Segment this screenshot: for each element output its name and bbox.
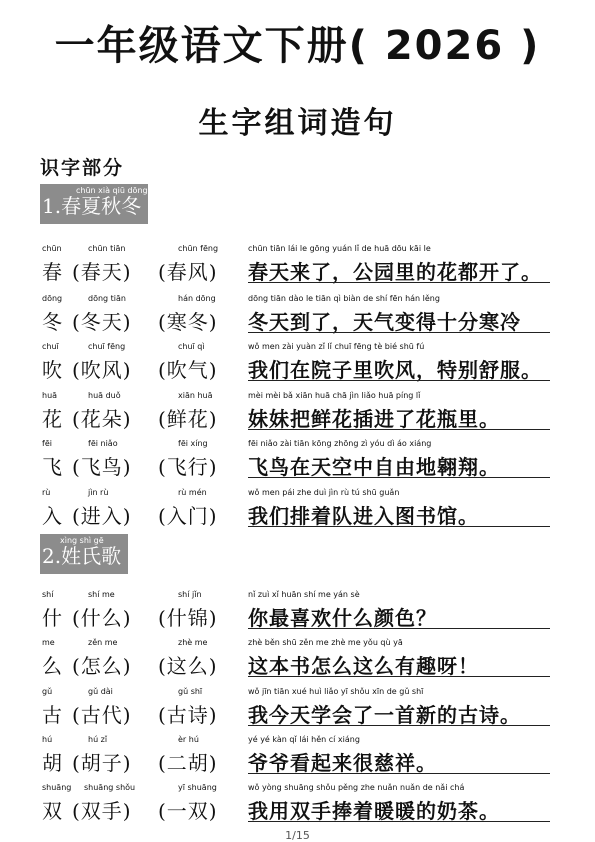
word1-pinyin: zěn me — [88, 638, 118, 647]
word1-pinyin: chuī fēng — [88, 342, 126, 351]
sentence: 春天来了，公园里的花都开了。 — [248, 260, 542, 284]
word2-pinyin: rù mén — [178, 488, 207, 497]
word1: (怎么) — [72, 654, 132, 678]
word1: (古代) — [72, 703, 132, 727]
vocab-row — [0, 590, 595, 636]
word2: (这么) — [158, 654, 218, 678]
section-label: 1.春夏秋冬 — [42, 194, 142, 218]
word1: (双手) — [72, 799, 132, 823]
sentence-pinyin: mèi mèi bǎ xiān huā chā jìn liǎo huā píng lǐ — [248, 391, 421, 400]
word1: (什么) — [72, 606, 132, 630]
word2: (二胡) — [158, 751, 218, 775]
vocab-row — [0, 687, 595, 733]
char: 飞 — [42, 455, 63, 479]
underline — [248, 332, 550, 333]
char-pinyin: huā — [42, 391, 58, 400]
char: 冬 — [42, 310, 63, 334]
section-header — [40, 184, 148, 224]
word2-pinyin: shí jǐn — [178, 590, 202, 599]
sentence: 我用双手捧着暖暖的奶茶。 — [248, 799, 500, 823]
char: 花 — [42, 407, 63, 431]
word2-pinyin: zhè me — [178, 638, 208, 647]
vocab-row — [0, 638, 595, 684]
char-pinyin: rù — [42, 488, 51, 497]
sentence: 妹妹把鲜花插进了花瓶里。 — [248, 407, 500, 431]
char-pinyin: dōng — [42, 294, 63, 303]
underline — [248, 821, 550, 822]
sentence-pinyin: wǒ jīn tiān xué huì liǎo yī shǒu xīn de gǔ shī — [248, 687, 424, 696]
word2-pinyin: fēi xíng — [178, 439, 208, 448]
word1-pinyin: dōng tiān — [88, 294, 126, 303]
char: 双 — [42, 799, 63, 823]
sentence-pinyin: dōng tiān dào le tiān qì biàn de shí fēn hán lěng — [248, 294, 440, 303]
word2: (什锦) — [158, 606, 218, 630]
vocab-row — [0, 783, 595, 829]
word2-pinyin: chūn fēng — [178, 244, 219, 253]
word1-pinyin: jìn rù — [88, 488, 109, 497]
word1: (进入) — [72, 504, 132, 528]
sentence-pinyin: fēi niǎo zài tiān kōng zhōng zì yóu dì áo xiáng — [248, 439, 432, 448]
sentence-pinyin: nǐ zuì xǐ huān shí me yán sè — [248, 590, 360, 599]
sentence-pinyin: zhè běn shū zěn me zhè me yǒu qù yā — [248, 638, 403, 647]
char-pinyin: shuāng — [42, 783, 72, 792]
char: 么 — [42, 654, 63, 678]
vocab-row — [0, 342, 595, 388]
word2: (鲜花) — [158, 407, 218, 431]
vocab-row — [0, 294, 595, 340]
sentence: 我今天学会了一首新的古诗。 — [248, 703, 521, 727]
sentence: 我们排着队进入图书馆。 — [248, 504, 479, 528]
char: 古 — [42, 703, 63, 727]
underline — [248, 725, 550, 726]
section-pinyin: xìng shì gē — [60, 536, 104, 545]
section-pinyin: chūn xià qiū dōng — [76, 186, 148, 195]
sentence-pinyin: wǒ men pái zhe duì jìn rù tú shū guǎn — [248, 488, 400, 497]
word1: (吹风) — [72, 358, 132, 382]
part-label: 识字部分 — [40, 157, 125, 179]
word2-pinyin: xiān huā — [178, 391, 213, 400]
sentence: 你最喜欢什么颜色？ — [248, 606, 437, 630]
word1: (胡子) — [72, 751, 132, 775]
word1-pinyin: fēi niǎo — [88, 439, 118, 448]
word1-pinyin: chūn tiān — [88, 244, 126, 253]
sentence-pinyin: yé yé kàn qǐ lái hěn cí xiáng — [248, 735, 360, 744]
underline — [248, 477, 550, 478]
vocab-row — [0, 735, 595, 781]
word2-pinyin: èr hú — [178, 735, 199, 744]
char: 吹 — [42, 358, 63, 382]
word2: (飞行) — [158, 455, 218, 479]
document-subtitle: 生字组词造句 — [198, 106, 397, 141]
word2-pinyin: hán dōng — [178, 294, 216, 303]
underline — [248, 282, 550, 283]
word1-pinyin: hú zǐ — [88, 735, 108, 744]
word1-pinyin: huā duǒ — [88, 391, 121, 400]
document-title: 一年级语文下册( 2026 ) — [54, 23, 541, 69]
word1: (冬天) — [72, 310, 132, 334]
char-pinyin: hú — [42, 735, 53, 744]
page-number: 1/15 — [285, 829, 310, 842]
vocab-row — [0, 391, 595, 437]
char: 春 — [42, 260, 63, 284]
word1-pinyin: shí me — [88, 590, 115, 599]
underline — [248, 676, 550, 677]
section-label: 2.姓氏歌 — [42, 544, 122, 568]
underline — [248, 429, 550, 430]
word1: (飞鸟) — [72, 455, 132, 479]
underline — [248, 628, 550, 629]
char: 胡 — [42, 751, 63, 775]
sentence: 这本书怎么这么有趣呀！ — [248, 654, 479, 678]
word1-pinyin: gǔ dài — [88, 687, 113, 696]
sentence: 冬天到了，天气变得十分寒冷 — [248, 310, 521, 334]
char: 入 — [42, 504, 63, 528]
char-pinyin: chūn — [42, 244, 62, 253]
word2: (入门) — [158, 504, 218, 528]
word2-pinyin: gǔ shī — [178, 687, 203, 696]
vocab-row — [0, 244, 595, 290]
underline — [248, 380, 550, 381]
char-pinyin: chuī — [42, 342, 59, 351]
sentence: 飞鸟在天空中自由地翱翔。 — [248, 455, 500, 479]
vocab-row — [0, 488, 595, 534]
word2: (春风) — [158, 260, 218, 284]
word1-pinyin: shuāng shǒu — [84, 783, 136, 792]
char-pinyin: fēi — [42, 439, 52, 448]
word2-pinyin: chuī qì — [178, 342, 205, 351]
word2: (一双) — [158, 799, 218, 823]
word2: (寒冬) — [158, 310, 218, 334]
vocab-row — [0, 439, 595, 485]
word1: (春天) — [72, 260, 132, 284]
word2-pinyin: yī shuāng — [178, 783, 217, 792]
section-header — [40, 534, 128, 574]
sentence-pinyin: wǒ men zài yuàn zǐ lǐ chuī fēng tè bié shū fú — [248, 342, 425, 351]
char-pinyin: me — [42, 638, 55, 647]
word2: (吹气) — [158, 358, 218, 382]
char-pinyin: gǔ — [42, 687, 53, 696]
sentence: 爷爷看起来很慈祥。 — [248, 751, 437, 775]
underline — [248, 526, 550, 527]
word1: (花朵) — [72, 407, 132, 431]
char-pinyin: shí — [42, 590, 54, 599]
sentence: 我们在院子里吹风，特别舒服。 — [248, 358, 542, 382]
sentence-pinyin: wǒ yòng shuāng shǒu pěng zhe nuǎn nuǎn de nǎi chá — [248, 783, 465, 792]
sentence-pinyin: chūn tiān lái le gōng yuán lǐ de huā dōu kāi le — [248, 244, 431, 253]
char: 什 — [42, 606, 63, 630]
word2: (古诗) — [158, 703, 218, 727]
underline — [248, 773, 550, 774]
